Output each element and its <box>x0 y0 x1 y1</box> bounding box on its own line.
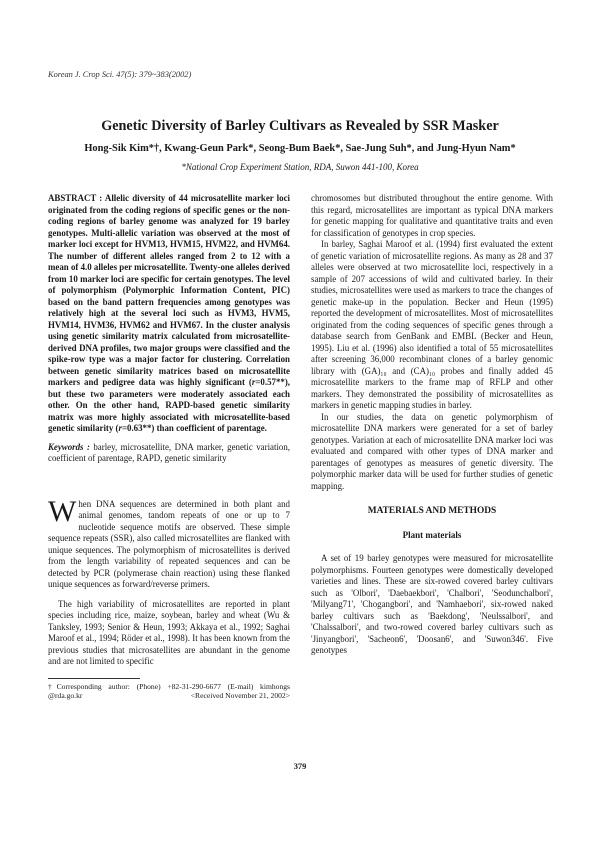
abstract-text-1: Allelic diversity of 44 microsatellite marker loci originated from the coding regions of specific genes or the non-coding regions of barley genome was analyzed for 19 barley genotypes. Multi-allelic variation was observed at the most of marker loci except for HVM13, HVM15, HVM22, and HVM64. The number of different alleles ranged from 2 to 12 with a mean of 4.0 alleles per microsatellite. Twenty-one alleles derived from 10 marker loci are specific for certain genotypes. The level of polymorphism (Polymorphic Information Content, PIC) based on the band pattern frequencies among genotypes was relatively high at the several loci such as HVM3, HVM5, HVM14, HVM36, HVM62 and HVM67. In the cluster analysis using genetic similarity matrix calculated from microsatellite-derived DNA profiles, two major groups were classified and the spike-row type was a major factor for clustering. Correlation between genetic similarity matrices based on microsatellite markers and pedigree data was highly significant ( <box>48 193 290 387</box>
abstract-label: ABSTRACT : <box>48 193 103 203</box>
intro-paragraph-5: In our studies, the data on genetic polymorphism of microsatellite DNA markers were generated for a set of barley genotypes. Variation at each of microsatellite DNA marker loci was evaluated and compared with other types of DNA marker and parentages of genotypes as measures of genetic diversity. The polymorphic marker data will be used for further studies of genetic mapping. <box>311 411 553 491</box>
abstract-r-symbol-1: r <box>251 377 256 387</box>
journal-citation: Korean J. Crop Sci. 47(5): 379~383(2002) <box>48 70 192 79</box>
footnote <box>48 682 290 701</box>
intro-paragraph-2: The high variability of microsatellites are reported in plant species including rice, maize, soybean, barley and wheat (Wu & Tanksley, 1993; Senior & Heun, 1993; Akkaya et al., 1992; Saghai Maroof et al., 1994; Röder et al., 1998). It has been known from the previous studies that microsatellites are abundant in the genome and are not limited to specific <box>48 598 290 666</box>
intro-paragraph-1-text: hen DNA sequences are determined in both plant and animal genomes, tandom repeats of one or up to 7 nucleotide sequence motifs are observed. These simple sequence repeats (SSR), also called microsatellites are flanked with unique sequences. The polymorphism of microsatellites is derived from the length variability of repeated sequences and can be detected by PCR (polymerase chain reaction) using these flanked unique sequences as forward/reverse primers. <box>48 498 290 589</box>
keywords <box>48 442 290 465</box>
intro-paragraph-4: In barley, Saghai Maroof et al. (1994) first evaluated the extent of genetic variation of microsatellite regions. As many as 28 and 37 alleles were observed at two microsatellite loci, respectively in a sample of 207 accessions of wild and cultivated barley. In their studies, microsatellites were used as markers to trace the changes of genetic make-up in the population. Becker and Heun (1995) reported the development of microsatellites. Most of microsatellites originated from the coding sequences of specific genes through a database search from GenBank and EMBL (Becker and Heun, 1995). Liu et al. (1996) also identified a total of 55 microsatellites after screening 36,000 recombinant clones of a barley genomic library with (GA)₁₀ and (CA)₁₀ probes and finally added 45 microsatellite markers to the frame map of RFLP and other markers. They demonstrated the possibility of microsatellites as markers in genetic mapping studies in barley. <box>311 239 553 410</box>
keywords-label: Keywords : <box>48 441 90 452</box>
right-column <box>311 193 553 657</box>
intro-paragraph-3: chromosomes but distributed throughout the entire genome. With this regard, microsatellites are important as typical DNA markers for genetic mapping for qualitative and quantitative traits and even for classification of genotypes in crop species. <box>311 193 553 238</box>
section-heading-methods: MATERIALS AND METHODS <box>367 506 497 516</box>
abstract-text-3: =0.63**) than coefficient of parentage. <box>121 423 267 433</box>
drop-cap: W <box>48 494 77 528</box>
subsection-heading-plant-materials: Plant materials <box>402 529 462 540</box>
abstract <box>48 193 290 435</box>
page-number: 379 <box>293 762 307 771</box>
paper-title: Genetic Diversity of Barley Cultivars as Revealed by SSR Masker <box>101 118 499 134</box>
corresponding-author-note: †Corresponding author: (Phone) +82-31-290-6677 (E-mail) kimhongs @rda.go.kr <box>48 681 290 701</box>
intro-paragraph-1 <box>48 494 290 591</box>
author-list: Hong-Sik Kim*†, Kwang-Geun Park*, Seong-Bum Baek*, Sae-Jung Suh*, and Jung-Hyun Nam* <box>84 143 516 154</box>
received-date: <Received November 21, 2002> <box>190 691 290 701</box>
keywords-text: barley, microsatellite, DNA marker, genetic variation, coefficient of parentage, RAPD, genetic similarity <box>48 441 291 463</box>
abstract-text-2: =0.57**), but these two parameters were moderately associated each other. On the other hand, RAPD-based genetic similarity matrix was more highly associated with microsatellite-based genetic similarity ( <box>48 377 290 433</box>
abstract-r-symbol-2: r <box>118 423 122 433</box>
footnote-rule <box>48 678 140 679</box>
left-column <box>48 193 290 701</box>
methods-paragraph-1: A set of 19 barley genotypes were measured for microsatellite polymorphisms. Fourteen genotypes were domestically developed varieties and lines. These are six-rowed covered barley cultivars such as 'Olbori', 'Daebaekbori', 'Chalbori', 'Seodunchalbori', 'Milyang71', 'Chogangbori', and 'Namhaebori', six-rowed naked barley cultivars such as 'Baekdong', 'Neulssalbori', and 'Chalssalbori', and two-rowed covered barley cultivars such as 'Jinyangbori', 'Sacheon6', 'Doosan6', and 'Suwon346'. Five genotypes <box>311 553 553 655</box>
affiliation: *National Crop Experiment Station, RDA, Suwon 441-100, Korea <box>181 162 419 172</box>
